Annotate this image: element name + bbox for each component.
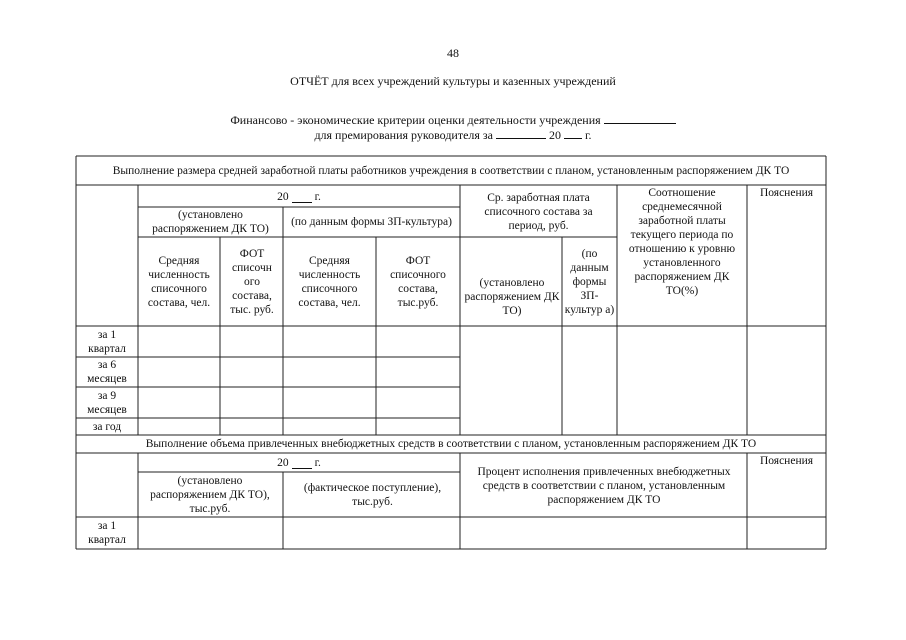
row-label-9m: за 9 месяцев (87, 389, 127, 416)
salary-section-header: Выполнение размера средней заработной платы работников учреждения в соответствии с планом, установленным распоряжением ДК ТО (112, 164, 790, 177)
headcount-planned-header: Средняя численность списочного состава, чел. (147, 254, 211, 309)
row-label-q1: за 1 квартал (88, 328, 126, 355)
period-year: 20 (548, 128, 561, 142)
year-prefix: 20 (277, 191, 289, 203)
fot-planned-header: ФОТ списочн ого состава, тыс. руб. (230, 247, 274, 316)
year-suffix: г. (314, 457, 321, 469)
fot-actual-header: ФОТ списочного состава, тыс.руб. (390, 254, 446, 309)
extrabudget-actual-header: (фактическое поступление), тыс.руб. (303, 481, 442, 508)
extrabudget-section-header: Выполнение объема привлеченных внебюджетных средств в соответствии с планом, установленным распоряжением ДК ТО (145, 438, 757, 450)
notes-header-2: Пояснения (759, 455, 814, 467)
actual-subheader: (по данным формы ЗП-культура) (291, 216, 452, 228)
notes-header: Пояснения (759, 187, 814, 199)
page-number: 48 (447, 46, 459, 60)
year-prefix: 20 (277, 457, 289, 469)
extrabudget-planned-header: (установлено распоряжением ДК ТО), тыс.руб. (150, 474, 270, 515)
row-label-year: за год (92, 420, 122, 433)
year-blank (292, 457, 312, 469)
percent-header: Процент исполнения привлеченных внебюджетных средств в соответствии с планом, установленным распоряжением ДК ТО (477, 466, 731, 506)
planned-subheader: (установлено распоряжением ДК ТО) (152, 209, 269, 235)
avg-salary-planned-header: (установлено распоряжением ДК ТО) (464, 277, 560, 317)
report-title: ОТЧЁТ для всех учреждений культуры и казенных учреждений (290, 74, 616, 88)
criteria-text: Финансово - экономические критерии оценки деятельности учреждения (230, 113, 601, 127)
period-text: для премирования руководителя за (314, 128, 493, 142)
extrabudget-year-header (138, 454, 460, 472)
avg-salary-header: Ср. заработная плата списочного состава за период, руб. (484, 192, 593, 232)
ratio-header: Соотношение среднемесячной заработной платы текущего периода по отношению к уровню установленного распоряжением ДК ТО(%) (628, 187, 736, 297)
year-suffix: г. (314, 191, 321, 203)
row-label-6m: за 6 месяцев (87, 359, 127, 385)
year-blank (292, 191, 312, 203)
period-year-suffix: г. (584, 128, 592, 142)
headcount-actual-header: Средняя численность списочного состава, чел. (298, 254, 361, 309)
avg-salary-actual-header: (по данным формы ЗП-культур а) (564, 247, 615, 316)
row-label-q1-2: за 1 квартал (88, 520, 126, 546)
salary-year-header (138, 187, 460, 207)
